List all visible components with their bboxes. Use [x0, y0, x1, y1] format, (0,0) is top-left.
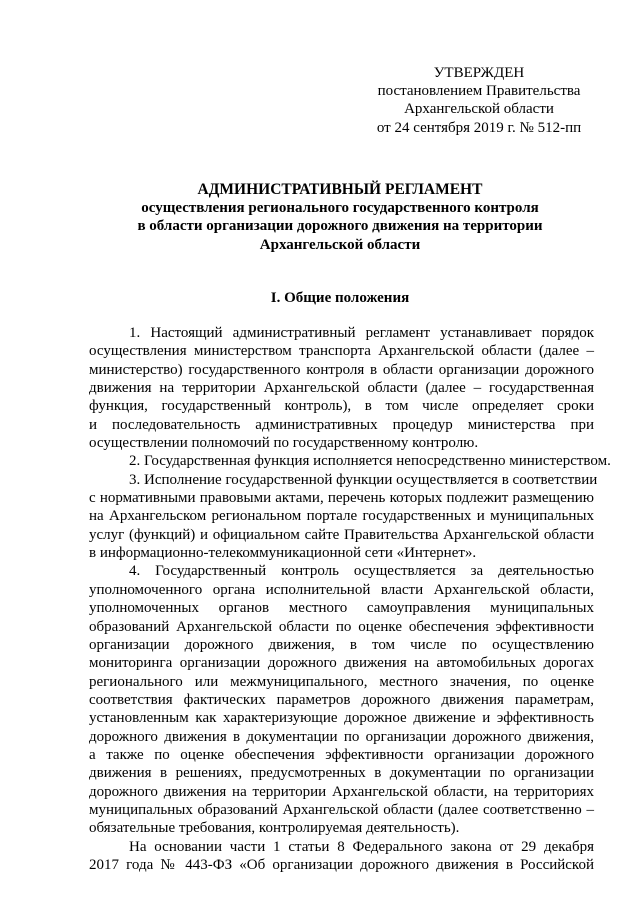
- paragraph-4-line: соответствия фактических параметров дорожного движения параметрам,: [89, 691, 594, 708]
- paragraph-4-line: регионального или межмуниципального, местного значения, по оценке: [89, 673, 594, 690]
- paragraph-5-line: 2017 года № 443-ФЗ «Об организации дорожного движения в Российской: [89, 856, 594, 873]
- paragraph-4-line: 4. Государственный контроль осуществляется за деятельностью: [129, 563, 594, 580]
- approval-stamp: [368, 64, 590, 137]
- paragraph-1-line: осуществлении полномочий по государственному контролю.: [89, 435, 479, 452]
- paragraph-3-line: 3. Исполнение государственной функции осуществляется в соответствии: [129, 471, 598, 488]
- paragraph-3-line: на Архангельском региональном портале государственных и муниципальных: [89, 508, 594, 525]
- paragraph-4-line: мониторинга организации дорожного движения на автомобильных дорогах: [89, 655, 594, 672]
- section-heading: I. Общие положения: [270, 290, 410, 306]
- title-subtitle-line-2: в области организации дорожного движения на территории: [137, 218, 543, 235]
- paragraph-5-line: На основании части 1 статьи 8 Федерального закона от 29 декабря: [129, 838, 594, 855]
- approval-heading: УТВЕРЖДЕН: [433, 65, 525, 81]
- paragraph-2-line: 2. Государственная функция исполняется непосредственно министерством.: [129, 453, 611, 470]
- paragraph-4-line: образований Архангельской области по оценке обеспечения эффективности: [89, 618, 594, 635]
- paragraph-4-line: муниципальных образований Архангельской области (далее соответственно –: [89, 801, 594, 818]
- body-text: [89, 324, 611, 874]
- paragraph-1-line: движения на территории Архангельской области (далее – государственная: [89, 380, 594, 397]
- paragraph-4-line: организации дорожного движения, в том числе по осуществлению: [89, 636, 594, 653]
- paragraph-3-line: услуг (функций) и официальном сайте Правительства Архангельской области: [89, 526, 594, 543]
- paragraph-4-line: а также по оценке обеспечения эффективности организации дорожного: [89, 746, 594, 763]
- title-subtitle-line-3: Архангельской области: [259, 236, 421, 253]
- paragraph-3-line: в информационно-телекоммуникационной сети «Интернет».: [89, 545, 477, 562]
- paragraph-4-line: уполномоченных органов местного самоуправления муниципальных: [89, 600, 594, 617]
- paragraph-4-line: уполномоченного органа исполнительной власти Архангельской области,: [89, 581, 594, 598]
- title-subtitle-line-1: осуществления регионального государственного контроля: [141, 200, 539, 217]
- paragraph-1-line: осуществления министерством транспорта Архангельской области (далее –: [89, 343, 594, 360]
- paragraph-4-line: движения в решениях, предусмотренных в документации по организации: [89, 765, 594, 782]
- approval-resolution: постановлением Правительства: [377, 83, 581, 100]
- paragraph-4-line: установленным как характеризующие дорожное движение и эффективность: [89, 710, 594, 727]
- paragraph-4-line: дорожного движения на территории Архангельской области, на территориях: [89, 783, 594, 800]
- approval-date-number: от 24 сентября 2019 г. № 512-пп: [376, 119, 582, 136]
- paragraph-4-line: дорожного движения в документации по организации дорожного движения,: [89, 728, 594, 745]
- document-title: [90, 181, 590, 254]
- paragraph-1-line: функция, государственный контроль), в том числе определяет сроки: [89, 398, 594, 415]
- paragraph-1-line: 1. Настоящий административный регламент устанавливает порядок: [129, 325, 594, 341]
- approval-region: Архангельской области: [404, 101, 554, 118]
- paragraph-1-line: министерство) государственного контроля в области организации дорожного: [89, 361, 594, 378]
- paragraph-4-line: обязательные требования, контролируемая деятельность).: [89, 820, 460, 837]
- title-main: АДМИНИСТРАТИВНЫЙ РЕГЛАМЕНТ: [197, 181, 483, 198]
- paragraph-3-line: с нормативными правовыми актами, перечень которых подлежит размещению: [89, 490, 594, 507]
- paragraph-1-line: и последовательность административных процедур министерства при: [89, 416, 594, 433]
